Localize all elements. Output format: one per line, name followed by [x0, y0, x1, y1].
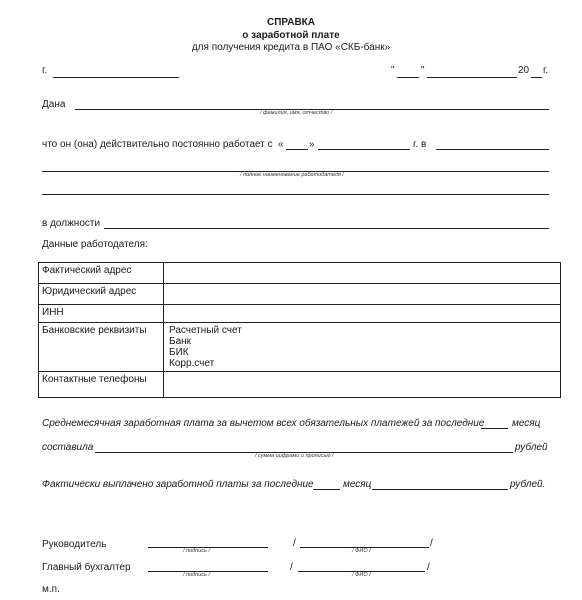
employer-heading: Данные работодателя: [42, 239, 148, 250]
salary-line2-unit: рублей [515, 442, 548, 453]
employment-quote-open: « [278, 139, 284, 150]
year-prefix: 20 [518, 65, 530, 76]
actual-address-value[interactable] [164, 263, 561, 284]
table-row [39, 323, 561, 372]
employment-day-field[interactable] [286, 149, 308, 150]
paid-amount-field[interactable] [372, 489, 508, 490]
employment-year-suffix: г. в [413, 139, 427, 150]
employment-text: что он (она) действительно постоянно работает с [42, 139, 273, 150]
bank-details-label: Банковские реквизиты [39, 323, 164, 372]
head-fio-caption: / ФИО / [352, 548, 371, 554]
salary-line1-text: Среднемесячная заработная плата за вычетом всех обязательных платежей за последние [42, 418, 485, 429]
employment-month-field[interactable] [318, 149, 410, 150]
month-field[interactable] [427, 77, 517, 78]
day-field[interactable] [397, 77, 419, 78]
employer-name-field-1[interactable] [436, 149, 549, 150]
accountant-fio-caption: / ФИО / [352, 572, 371, 578]
salary-line2-text: составила [42, 442, 94, 453]
table-row [39, 263, 561, 284]
bank-account-label: Расчетный счет [169, 325, 242, 336]
issued-to-label: Дана [42, 99, 66, 110]
actual-address-label: Фактический адрес [39, 263, 164, 284]
document-title: СПРАВКА [267, 17, 315, 28]
bank-name-label: Банк [169, 336, 192, 347]
document-purpose: для получения кредита в ПАО «СКБ-банк» [191, 42, 391, 53]
head-slash-close: / [430, 538, 433, 549]
full-name-caption: / фамилия, имя, отчество / [260, 110, 333, 116]
paid-months-field[interactable] [313, 489, 340, 490]
corr-account-label: Корр.счет [169, 358, 215, 369]
position-label: в должности [42, 218, 101, 229]
salary-line1-unit: месяц [512, 418, 541, 429]
table-row [39, 372, 561, 398]
employer-name-field-3[interactable] [42, 194, 549, 195]
date-open-quote: " [391, 65, 395, 76]
city-field[interactable] [53, 77, 179, 78]
year-suffix: г. [543, 65, 549, 76]
paid-unit: рублей. [510, 479, 546, 490]
date-close-quote: " [421, 65, 425, 76]
head-slash-open: / [293, 538, 296, 549]
employer-name-caption: / полное наименование работодателя / [240, 172, 344, 178]
position-field[interactable] [104, 228, 549, 229]
paid-text: Фактически выплачено заработной платы за последние [42, 479, 314, 490]
accountant-slash-close: / [427, 562, 430, 573]
inn-value[interactable] [164, 305, 561, 323]
head-signature-caption: / подпись / [183, 548, 210, 554]
bik-label: БИК [169, 347, 189, 358]
legal-address-label: Юридический адрес [39, 284, 164, 305]
city-prefix: г. [42, 65, 48, 76]
accountant-signature-caption: / подпись / [183, 572, 210, 578]
inn-label: ИНН [39, 305, 164, 323]
table-row [39, 284, 561, 305]
contact-phones-value[interactable] [164, 372, 561, 398]
legal-address-value[interactable] [164, 284, 561, 305]
employer-details-table [38, 262, 561, 398]
accountant-slash-open: / [290, 562, 293, 573]
bank-details-value[interactable] [164, 323, 561, 372]
paid-month-label: месяц [343, 479, 372, 490]
contact-phones-label: Контактные телефоны [39, 372, 164, 398]
employment-quote-close: » [309, 139, 315, 150]
table-row [39, 305, 561, 323]
salary-months-field[interactable] [481, 428, 508, 429]
salary-amount-caption: / сумма цифрами и прописью / [255, 453, 334, 459]
accountant-label: Главный бухгалтер [42, 562, 131, 573]
year-field[interactable] [531, 77, 542, 78]
head-label: Руководитель [42, 539, 107, 550]
stamp-label: м.п. [42, 584, 60, 595]
document-subtitle: о заработной плате [242, 30, 340, 41]
